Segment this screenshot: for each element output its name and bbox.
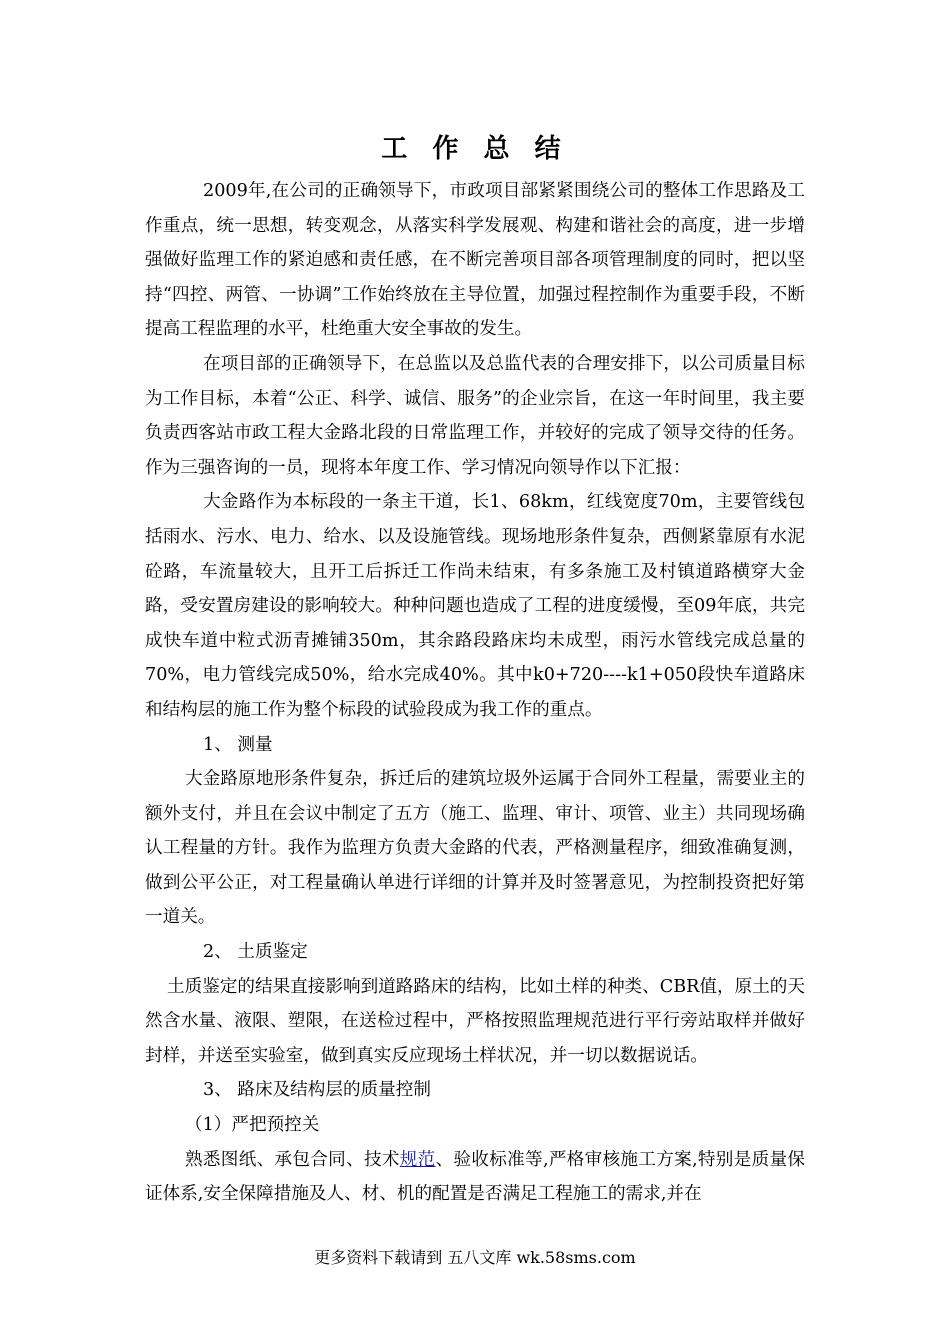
paragraph-project-overview: 大金路作为本标段的一条主干道，长1、68km，红线宽度70m，主要管线包括雨水、污水、电力、给水、以及设施管线。现场地形条件复杂，西侧紧靠原有水泥砼路，车流量较大，且开工后拆迁工作尚未结束，有多条施工及村镇道路横穿大金路，受安置房建设的影响较大。种种问题也造成了工程的进度缓慢，至09年底，共完成快车道中粒式沥青摊铺350m，其余路段路床均未成型，雨污水管线完成总量的70%，电力管线完成50%，给水完成40%。其中k0+720----k1+050段快车道路床和结构层的施工作为整个标段的试验段成为我工作的重点。 (145, 492, 805, 720)
paragraph-precontrol-text-b: 、验收标准等,严格审核施工方案,特别是质量保证体系,安全保障措施及人、材、机的配置是否满足工程施工的需求,并在 (145, 1149, 805, 1205)
section-heading-quality-control: 3、 路床及结构层的质量控制 (203, 1080, 431, 1101)
paragraph-intro: 2009年,在公司的正确领导下，市政项目部紧紧围绕公司的整体工作思路及工作重点，统一思想，转变观念，从落实科学发展观、构建和谐社会的高度，进一步增强做好监理工作的紧迫感和责任感，在不断完善项目部各项管理制度的同时，把以坚持“四控、两管、一协调”工作始终放在主导位置，加强过程控制作为重要手段，不断提高工程监理的水平，杜绝重大安全事故的发生。 (145, 181, 805, 340)
subsection-heading-precontrol: （1）严把预控关 (185, 1115, 320, 1136)
spec-link[interactable]: 规范 (399, 1149, 436, 1170)
document-body (145, 174, 805, 1212)
page-title: 工 作 总 结 (381, 134, 569, 164)
paragraph-precontrol-text-a: 熟悉图纸、承包合同、技术 (185, 1149, 400, 1170)
paragraph-soil: 土质鉴定的结果直接影响到道路路床的结构，比如土样的种类、CBR值，原土的天然含水量、液限、塑限，在送检过程中，严格按照监理规范进行平行旁站取样并做好封样，并送至实验室，做到真实反应现场土样状况，并一切以数据说话。 (145, 976, 805, 1066)
paragraph-responsibility: 在项目部的正确领导下，在总监以及总监代表的合理安排下，以公司质量目标为工作目标，本着“公正、科学、诚信、服务”的企业宗旨，在这一年时间里，我主要负责西客站市政工程大金路北段的日常监理工作，并较好的完成了领导交待的任务。作为三强咨询的一员，现将本年度工作、学习情况向领导作以下汇报： (145, 353, 805, 478)
paragraph-precontrol (145, 1143, 805, 1212)
section-heading-survey: 1、 测量 (203, 734, 273, 755)
paragraph-survey: 大金路原地形条件复杂，拆迁后的建筑垃圾外运属于合同外工程量，需要业主的额外支付，并且在会议中制定了五方（施工、监理、审计、项管、业主）共同现场确认工程量的方针。我作为监理方负责大金路的代表，严格测量程序，细致准确复测，做到公平公正，对工程量确认单进行详细的计算并及时签署意见，为控制投资把好第一道关。 (145, 769, 805, 928)
footer-note: 更多资料下载请到 五八文库 wk.58sms.com (314, 1248, 636, 1267)
section-heading-soil: 2、 土质鉴定 (203, 942, 308, 963)
